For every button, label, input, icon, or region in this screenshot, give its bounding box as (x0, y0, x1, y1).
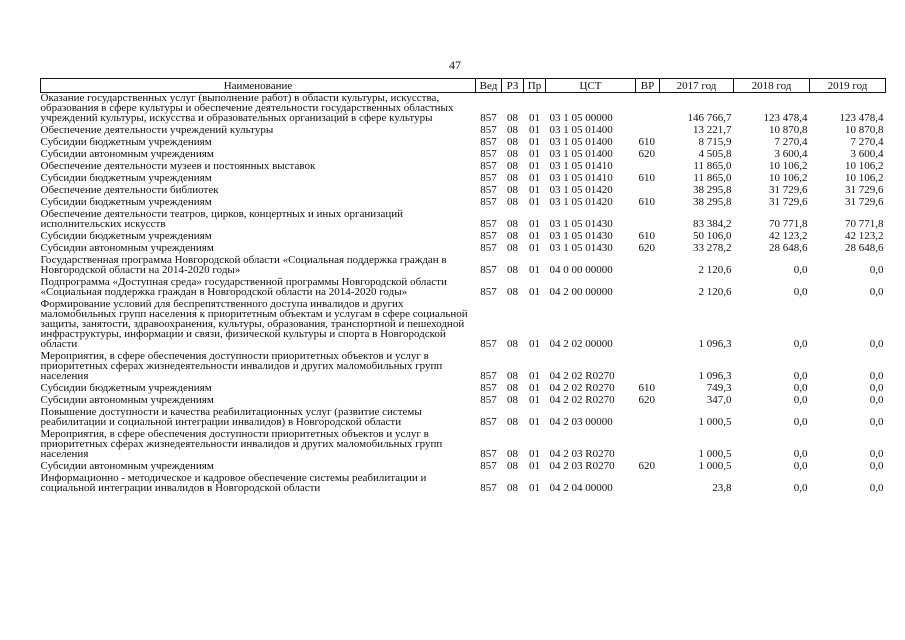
budget-table (40, 78, 886, 495)
row-rz: 08 (507, 136, 518, 148)
row-2017: 83 384,2 (693, 218, 732, 230)
row-name: Информационно - методическое и кадровое обеспечение системы реабилитации и социальной интеграции инвалидов в Новгородской области (40, 472, 427, 494)
row-rz: 08 (507, 460, 518, 472)
row-ved: 857 (480, 370, 497, 382)
row-2018: 31 729,6 (769, 184, 808, 196)
row-pr: 01 (529, 172, 540, 184)
row-2019: 0,0 (869, 448, 884, 460)
row-ved: 857 (480, 230, 497, 242)
row-pr: 01 (529, 124, 540, 136)
row-ved: 857 (480, 286, 497, 298)
row-rz: 08 (507, 448, 518, 460)
row-2017: 2 120,6 (698, 264, 732, 276)
row-name: Субсидии бюджетным учреждениям (40, 382, 212, 394)
row-2018: 10 106,2 (769, 160, 808, 172)
row-2019: 10 106,2 (845, 160, 884, 172)
page-number: 47 (449, 58, 461, 72)
row-rz: 08 (507, 482, 518, 494)
row-cst: 03 1 05 00000 (549, 112, 613, 124)
row-ved: 857 (480, 218, 497, 230)
row-rz: 08 (507, 242, 518, 254)
row-2018: 7 270,4 (774, 136, 808, 148)
row-pr: 01 (529, 264, 540, 276)
row-vr (636, 93, 660, 126)
row-2018: 0,0 (793, 370, 808, 382)
row-name: Субсидии бюджетным учреждениям (40, 196, 212, 208)
row-name: Государственная программа Новгородской области «Социальная поддержка граждан в Новгородской области на 2014-2020 годы» (40, 254, 447, 276)
row-cst: 03 1 05 01410 (549, 160, 613, 172)
row-vr: 610 (638, 136, 655, 148)
row-name: Обеспечение деятельности библиотек (40, 184, 219, 196)
row-2018: 0,0 (793, 286, 808, 298)
row-2018: 0,0 (793, 394, 808, 406)
row-pr: 01 (529, 160, 540, 172)
row-cst: 03 1 05 01400 (549, 136, 613, 148)
row-name: Субсидии бюджетным учреждениям (40, 172, 212, 184)
row-2019: 10 870,8 (845, 124, 884, 136)
row-2018: 28 648,6 (769, 242, 808, 254)
table-row (41, 429, 886, 461)
row-ved: 857 (480, 338, 497, 350)
row-cst: 04 2 02 00000 (549, 338, 613, 350)
row-vr: 620 (638, 394, 655, 406)
row-name: Оказание государственных услуг (выполнение работ) в области культуры, искусства, образования в сфере культуры и обеспечение деятельности государственных областных учреждений культуры, искусства и образовательных организаций в сфере культуры (40, 92, 454, 124)
row-2019: 31 729,6 (845, 184, 884, 196)
row-ved: 857 (480, 172, 497, 184)
row-rz: 08 (507, 370, 518, 382)
row-name: Мероприятия, в сфере обеспечения доступности приоритетных объектов и услуг в приоритетных сферах жизнедеятельности инвалидов и других маломобильных групп населения (40, 428, 443, 460)
row-vr (636, 407, 660, 429)
row-2017: 38 295,8 (693, 196, 732, 208)
row-rz: 08 (507, 230, 518, 242)
row-cst: 03 1 05 01410 (549, 172, 613, 184)
row-2018: 31 729,6 (769, 196, 808, 208)
row-cst: 03 1 05 01400 (549, 148, 613, 160)
header-2017: 2017 год (660, 79, 734, 93)
row-pr: 01 (529, 184, 540, 196)
row-ved: 857 (480, 482, 497, 494)
row-name: Обеспечение деятельности учреждений культуры (40, 124, 274, 136)
header-2018: 2018 год (734, 79, 810, 93)
row-name: Субсидии автономным учреждениям (40, 460, 214, 472)
row-2019: 0,0 (869, 394, 884, 406)
row-2017: 1 000,5 (698, 448, 732, 460)
row-2017: 1 000,5 (698, 460, 732, 472)
row-vr (636, 209, 660, 231)
row-2018: 0,0 (793, 264, 808, 276)
row-2018: 0,0 (793, 448, 808, 460)
row-name: Субсидии бюджетным учреждениям (40, 230, 212, 242)
row-rz: 08 (507, 172, 518, 184)
row-2017: 23,8 (712, 482, 732, 494)
row-2017: 146 766,7 (687, 112, 732, 124)
row-2019: 42 123,2 (845, 230, 884, 242)
header-2019: 2019 год (810, 79, 886, 93)
row-pr: 01 (529, 286, 540, 298)
table-header-row (41, 79, 886, 93)
row-ved: 857 (480, 416, 497, 428)
header-name: Наименование (41, 79, 476, 93)
row-pr: 01 (529, 148, 540, 160)
row-2017: 4 505,8 (698, 148, 732, 160)
row-2017: 2 120,6 (698, 286, 732, 298)
row-ved: 857 (480, 382, 497, 394)
row-2018: 0,0 (793, 382, 808, 394)
row-2018: 3 600,4 (774, 148, 808, 160)
header-pr: Пр (524, 79, 546, 93)
row-ved: 857 (480, 448, 497, 460)
row-ved: 857 (480, 148, 497, 160)
table-row (41, 299, 886, 351)
row-pr: 01 (529, 448, 540, 460)
table-row (41, 473, 886, 495)
row-pr: 01 (529, 242, 540, 254)
row-name: Обеспечение деятельности театров, цирков, концертных и иных организаций исполнительских искусств (40, 208, 404, 230)
row-rz: 08 (507, 218, 518, 230)
row-2017: 749,3 (706, 382, 732, 394)
row-2019: 0,0 (869, 338, 884, 350)
row-2017: 50 106,0 (693, 230, 732, 242)
row-2019: 0,0 (869, 482, 884, 494)
row-vr: 620 (638, 148, 655, 160)
row-2019: 0,0 (869, 416, 884, 428)
table-row (41, 255, 886, 277)
row-rz: 08 (507, 184, 518, 196)
row-2018: 70 771,8 (769, 218, 808, 230)
row-2019: 123 478,4 (839, 112, 884, 124)
row-cst: 03 1 05 01430 (549, 242, 613, 254)
row-cst: 03 1 05 01430 (549, 230, 613, 242)
row-ved: 857 (480, 264, 497, 276)
row-name: Субсидии автономным учреждениям (40, 394, 214, 406)
row-rz: 08 (507, 416, 518, 428)
row-ved: 857 (480, 124, 497, 136)
table-body (41, 93, 886, 496)
header-ved: Вед (476, 79, 502, 93)
row-2019: 0,0 (869, 460, 884, 472)
row-vr (636, 429, 660, 461)
row-name: Субсидии автономным учреждениям (40, 148, 214, 160)
row-2018: 123 478,4 (763, 112, 808, 124)
row-vr (636, 255, 660, 277)
row-rz: 08 (507, 338, 518, 350)
row-2017: 1 096,3 (698, 338, 732, 350)
row-2018: 0,0 (793, 460, 808, 472)
row-2019: 0,0 (869, 370, 884, 382)
table-row (41, 209, 886, 231)
row-rz: 08 (507, 112, 518, 124)
row-2018: 0,0 (793, 338, 808, 350)
row-pr: 01 (529, 218, 540, 230)
row-pr: 01 (529, 338, 540, 350)
row-cst: 03 1 05 01400 (549, 124, 613, 136)
row-vr: 620 (638, 242, 655, 254)
row-vr (636, 351, 660, 383)
row-pr: 01 (529, 382, 540, 394)
row-vr: 610 (638, 196, 655, 208)
header-vr: ВР (636, 79, 660, 93)
row-name: Обеспечение деятельности музеев и постоянных выставок (40, 160, 316, 172)
row-2017: 11 865,0 (693, 160, 732, 172)
row-2018: 10 106,2 (769, 172, 808, 184)
header-cst: ЦСТ (546, 79, 636, 93)
row-cst: 03 1 05 01420 (549, 196, 613, 208)
row-ved: 857 (480, 394, 497, 406)
row-cst: 03 1 05 01420 (549, 184, 613, 196)
row-pr: 01 (529, 136, 540, 148)
row-cst: 04 2 02 R0270 (549, 370, 615, 382)
row-2019: 0,0 (869, 286, 884, 298)
row-2018: 10 870,8 (769, 124, 808, 136)
row-name: Мероприятия, в сфере обеспечения доступности приоритетных объектов и услуг в приоритетных сферах жизнедеятельности инвалидов и других маломобильных групп населения (40, 350, 443, 382)
row-cst: 04 0 00 00000 (549, 264, 613, 276)
row-cst: 04 2 02 R0270 (549, 382, 615, 394)
row-2017: 38 295,8 (693, 184, 732, 196)
row-2018: 0,0 (793, 416, 808, 428)
row-ved: 857 (480, 242, 497, 254)
row-rz: 08 (507, 160, 518, 172)
row-cst: 04 2 00 00000 (549, 286, 613, 298)
row-ved: 857 (480, 184, 497, 196)
row-cst: 04 2 03 R0270 (549, 448, 615, 460)
row-pr: 01 (529, 416, 540, 428)
row-ved: 857 (480, 460, 497, 472)
row-pr: 01 (529, 370, 540, 382)
row-2019: 0,0 (869, 264, 884, 276)
row-2019: 0,0 (869, 382, 884, 394)
row-rz: 08 (507, 382, 518, 394)
row-2019: 70 771,8 (845, 218, 884, 230)
row-vr: 610 (638, 172, 655, 184)
row-rz: 08 (507, 124, 518, 136)
row-2019: 28 648,6 (845, 242, 884, 254)
row-rz: 08 (507, 148, 518, 160)
row-2018: 42 123,2 (769, 230, 808, 242)
row-2018: 0,0 (793, 482, 808, 494)
row-cst: 04 2 04 00000 (549, 482, 613, 494)
row-cst: 03 1 05 01430 (549, 218, 613, 230)
row-vr: 610 (638, 230, 655, 242)
row-2017: 1 000,5 (698, 416, 732, 428)
row-vr (636, 277, 660, 299)
row-ved: 857 (480, 196, 497, 208)
row-pr: 01 (529, 394, 540, 406)
row-name: Формирование условий для беспрепятственного доступа инвалидов и других маломобильных групп населения к приоритетным объектам и услугам в сфере социальной защиты, занятости, здравоохранения, культуры, образования, транспортной и пешеходной инфраструктуры, информации и связи, физической культуры и спорта в Новгородской области (40, 298, 468, 350)
row-rz: 08 (507, 394, 518, 406)
row-2019: 7 270,4 (850, 136, 884, 148)
row-2017: 13 221,7 (693, 124, 732, 136)
header-rz: РЗ (502, 79, 524, 93)
row-pr: 01 (529, 460, 540, 472)
row-2017: 11 865,0 (693, 172, 732, 184)
row-cst: 04 2 02 R0270 (549, 394, 615, 406)
row-pr: 01 (529, 230, 540, 242)
row-vr: 620 (638, 460, 655, 472)
row-vr (636, 473, 660, 495)
row-2017: 33 278,2 (693, 242, 732, 254)
row-2019: 31 729,6 (845, 196, 884, 208)
table-row (41, 351, 886, 383)
row-cst: 04 2 03 R0270 (549, 460, 615, 472)
row-vr (636, 299, 660, 351)
row-2019: 3 600,4 (850, 148, 884, 160)
row-pr: 01 (529, 112, 540, 124)
row-rz: 08 (507, 196, 518, 208)
row-2017: 1 096,3 (698, 370, 732, 382)
row-name: Субсидии автономным учреждениям (40, 242, 214, 254)
row-name: Повышение доступности и качества реабилитационных услуг (развитие системы реабилитации и социальной интеграции инвалидов) в Новгородской области (40, 406, 422, 428)
table-row (41, 407, 886, 429)
row-2017: 8 715,9 (698, 136, 732, 148)
row-name: Субсидии бюджетным учреждениям (40, 136, 212, 148)
row-vr: 610 (638, 382, 655, 394)
row-ved: 857 (480, 112, 497, 124)
table-row (41, 277, 886, 299)
row-pr: 01 (529, 482, 540, 494)
row-ved: 857 (480, 160, 497, 172)
row-ved: 857 (480, 136, 497, 148)
row-rz: 08 (507, 286, 518, 298)
row-2019: 10 106,2 (845, 172, 884, 184)
table-row (41, 93, 886, 126)
row-2017: 347,0 (706, 394, 732, 406)
row-rz: 08 (507, 264, 518, 276)
row-name: Подпрограмма «Доступная среда» государственной программы Новгородской области «Социальная поддержка граждан в Новгородской области на 2014-2020 годы» (40, 276, 447, 298)
row-pr: 01 (529, 196, 540, 208)
row-cst: 04 2 03 00000 (549, 416, 613, 428)
